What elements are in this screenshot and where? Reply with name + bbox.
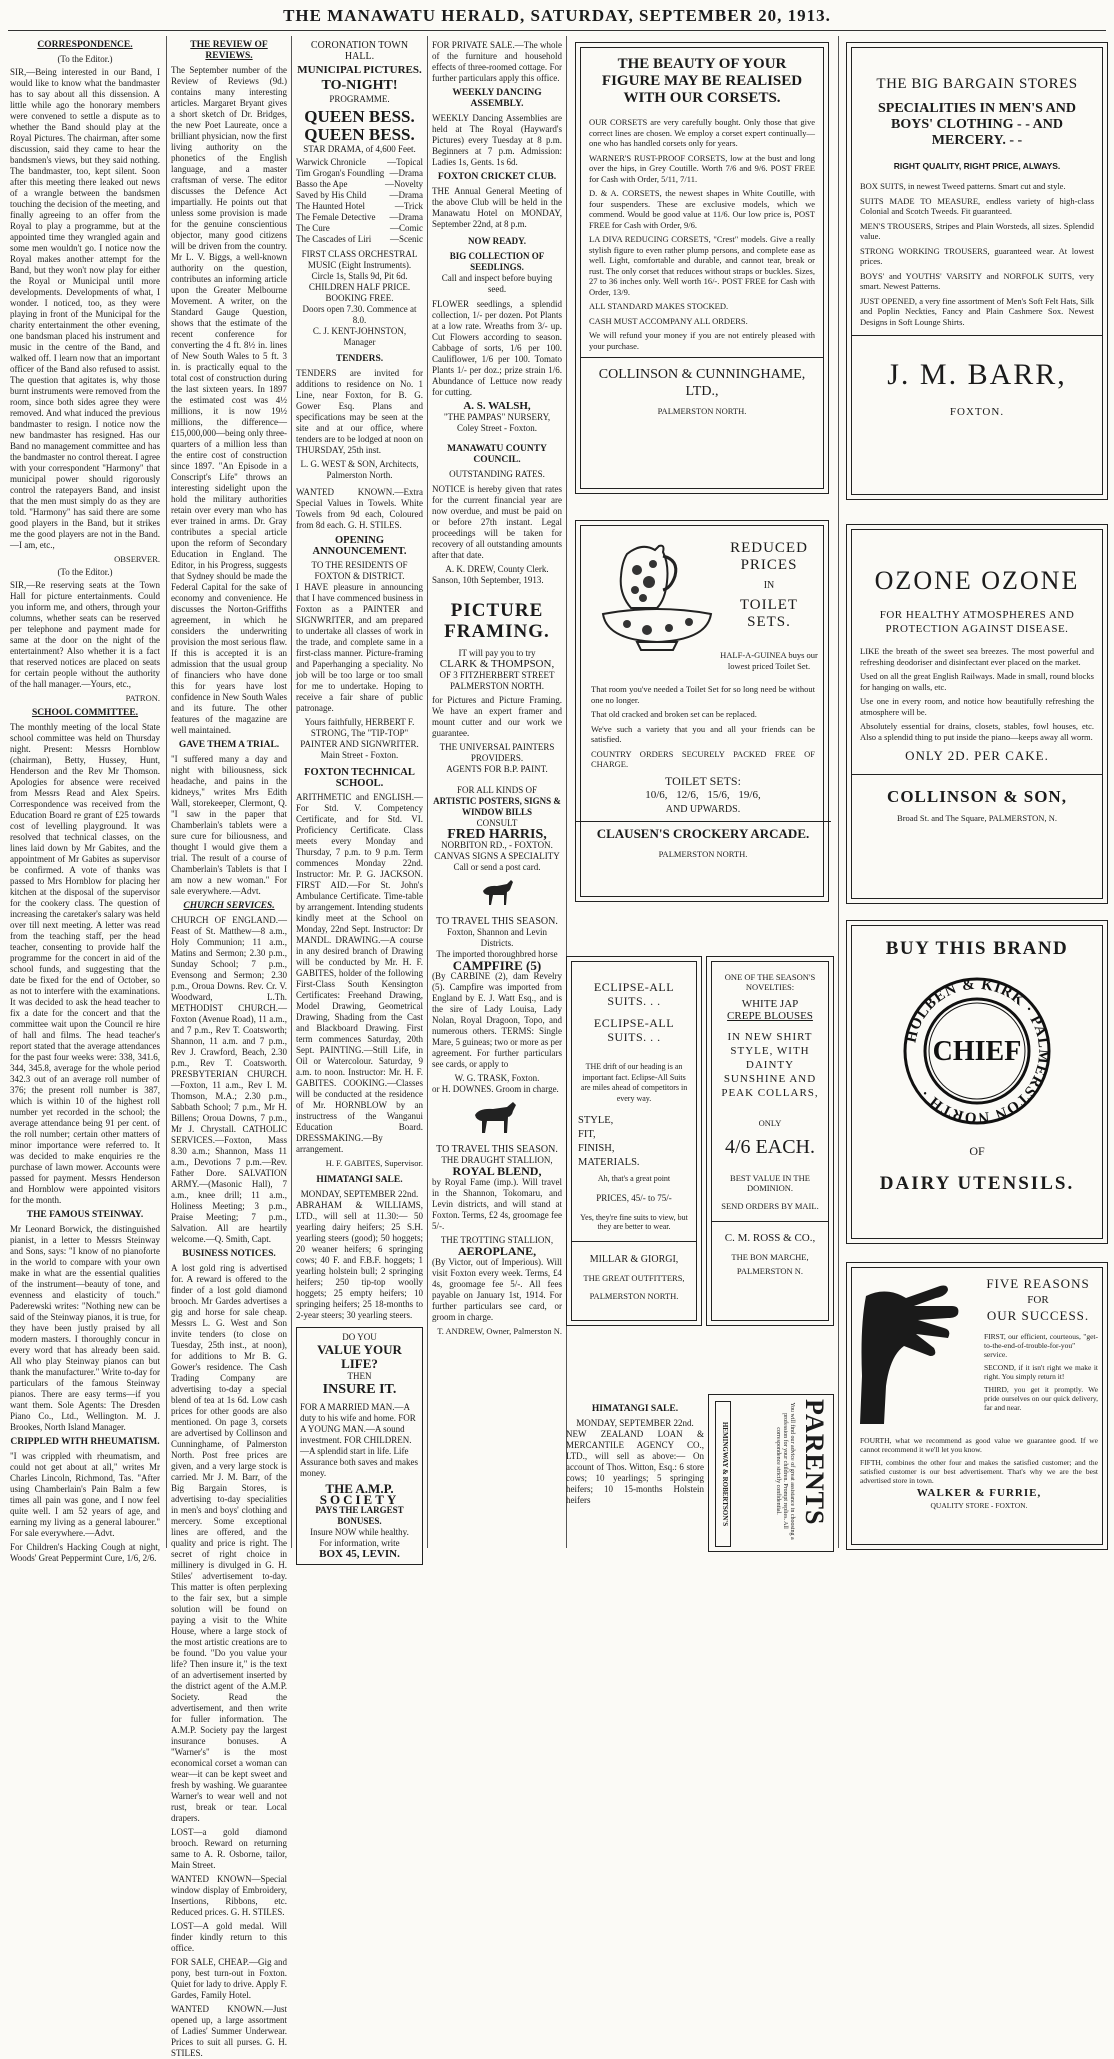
for-sale-gig-ad: FOR SALE, CHEAP.—Gig and pony, best turn-out in Foxton. Quiet for lady to drive. Apply F. Gardes, Family Hotel. (171, 1957, 287, 2000)
travel-districts: Foxton, Shannon and Levin Districts. (447, 927, 547, 948)
correspondence-heading: CORRESPONDENCE. (37, 40, 133, 50)
film-item: The Cure —Comic (296, 223, 423, 233)
eclipse-fit: FIT, (578, 1129, 596, 1140)
column-divider (291, 36, 292, 1548)
picture-framing-1: PICTURE (450, 600, 544, 621)
himatangi-date-2: MONDAY, SEPTEMBER 22nd. (576, 1418, 694, 1428)
trask-name: W. G. TRASK, Foxton. (454, 1073, 540, 1083)
himatangi-sale-2 (566, 1400, 704, 1550)
queen-bess-2: QUEEN BESS. (304, 125, 415, 144)
rates-heading: OUTSTANDING RATES. (449, 469, 545, 479)
toilet-prices: PRICES (740, 557, 798, 573)
column-divider (166, 36, 167, 1548)
call-inspect: Call and inspect before buying seed. (441, 273, 553, 294)
picture-framing-text: for Pictures and Picture Framing. We have an expert framer and mount cutter and our work we guarantee. (432, 695, 562, 738)
chief-of: OF (969, 1144, 985, 1158)
ozone-price: ONLY 2D. PER CAKE. (905, 748, 1049, 763)
rates-text: NOTICE is hereby given that rates for the current financial year are now overdue, and must be paid on or before 27th instant. Legal proceedings will be taken for recovery of all outstanding amounts after that date. (432, 484, 562, 560)
orchestral-music: FIRST CLASS ORCHESTRAL MUSIC (Eight Instruments). (301, 249, 418, 270)
corsets-firm: COLLINSON & CUNNINGHAME, LTD., (598, 367, 806, 399)
county-council-heading: MANAWATU COUNTY COUNCIL. (447, 444, 547, 465)
dairy-utensils: DAIRY UTENSILS. (879, 1173, 1075, 1194)
himatangi-text: ABRAHAM & WILLIAMS, LTD., will sell at 11.30:— 50 yearling dairy heifers; 25 S.H. yearling steers (good); 50 hoggets; 20 weaner heifers; 6 springing cows; 40 F. and F.B.F. hoggets; 1 yearling holstein bull; 2 springing heifers; 250 tip-top woolly hoggets; 25 empty heifers; 10 springing heifers; 25 18-months to 2-year steers; 30 yearling steers. (296, 1200, 423, 1320)
municipal-pictures: MUNICIPAL PICTURES. (297, 64, 422, 76)
sanson-date: Sanson, 10th September, 1913. (432, 575, 544, 585)
masthead-rule (8, 30, 1106, 31)
draught-stallion: THE DRAUGHT STALLION, (441, 1155, 553, 1165)
ozone-para: Absolutely essential for drains, closets, stables, fowl houses, etc. Also a splendid thing to put inside the piano—keeps away all worm. (860, 721, 1094, 742)
trial-text: "I suffered many a day and night with biliousness, sick headache, and pains in the kidneys," writes Mrs Edith Wall, storekeeper, Clermont, Q. "I saw in the paper that Chamberlain's tablets were a sure cure for biliousness, and thought I would give them a trial. The result of a course of Chamberlain's Tablets is that I am now a new woman." For sale everywhere.—Advt. (171, 754, 287, 896)
royal-blend-text: by Royal Fame (imp.). Will travel in the Shannon, Tokomaru, and Levin districts, and will stand at Foxton. Terms, £2 4s, groomage fee 5/-. (432, 1177, 562, 1231)
travel-imported: The imported thoroughbred horse (436, 949, 558, 959)
bon-marche: THE BON MARCHE, (731, 1252, 809, 1262)
column-1 (10, 36, 160, 1563)
collinson-son: COLLINSON & SON, (887, 787, 1067, 806)
steinway-heading: THE FAMOUS STEINWAY. (26, 1210, 144, 1220)
barr-right-quality: RIGHT QUALITY, RIGHT PRICE, ALWAYS. (893, 161, 1061, 171)
parents-tiny-text: You will find our advice of great assistance in choosing a profession for your children. Prompt replies. All correspondence strictly confidential. (775, 1402, 795, 1540)
barr-name: J. M. BARR, (887, 358, 1067, 391)
tenders-text: TENDERS are invited for additions to residence on No. 1 Line, near Foxton, for B. G. Gower Esq. Plans and specifications may be seen at the site and at our office, where tenders are to be lodged at noon on THURSDAY, 25th inst. (296, 368, 423, 455)
barr-item: MEN'S TROUSERS, Stripes and Plain Worsteds, all sizes. Splendid value. (860, 220, 1094, 241)
millar-giorgi: MILLAR & GIORGI, (589, 1254, 679, 1265)
parents-word-strip (799, 1399, 829, 1549)
toilet-body (591, 684, 815, 860)
amp-insure-now: Insure NOW while healthy. (310, 1527, 409, 1537)
blouses-price: 4/6 EACH. (725, 1136, 815, 1158)
toilet-para: That room you've needed a Toilet Set for so long need be without one no longer. (591, 684, 815, 705)
drew-signature: A. K. DREW, County Clerk. (445, 564, 549, 574)
five-reasons-lower (860, 1436, 1098, 1510)
blouses-town: PALMERSTON N. (736, 1266, 804, 1276)
barr-ad (846, 42, 1108, 500)
half-guinea: HALF-A-GUINEA buys our lowest priced Toilet Set. (720, 650, 818, 671)
five-title-1: FIVE REASONS (986, 1276, 1090, 1291)
opening-text: I HAVE pleasure in announcing that I have commenced business in Foxton as a PAINTER and SIGNWRITER, and am prepared to undertake all classes of work in the trade, and complete same in a first-class manner. Picture-framing and Paperhanging a speciality. No job will be too large or too small for me to undertake. Hoping to receive a fair share of public patronage. (296, 582, 423, 713)
seedlings-text: FLOWER seedlings, a splendid collection, 1/- per dozen. Pot Plants at a low rate. Wreaths from 3/- up. Cut Flowers according to season. Cabbage of sorts, 1/6 per 100. Cauliflower, 1/6 per 100. Tomato Plants 1/- per doz.; prize strain 1/6. Abundance of Lettuce now ready for cutting. (432, 299, 562, 397)
film-item: The Haunted Hotel —Trick (296, 201, 423, 211)
corsets-para: WARNER'S RUST-PROOF CORSETS, low at the bust and long over the hips, in Grey Coutille. Worth 7/6 and 9/6. POST FREE for Cash with Order, 5/11, 7/11. (589, 152, 815, 184)
rheumatism-text: "I was crippled with rheumatism, and could not get about at all," writes Mr Charles Lincoln, Richmond, Tas. "After using Chamberlain's Pain Balm a few times all pain was gone, and I now feel quite well. I am 52 years of age, and earning my living as a general labourer." For sale everywhere.—Advt. (10, 1451, 160, 1538)
tonight: TO-NIGHT! (321, 78, 398, 93)
cricket-heading: FOXTON CRICKET CLUB. (437, 172, 557, 182)
eclipse-materials: MATERIALS. (578, 1157, 640, 1168)
chief-ring-text: HOLBEN & KIRK · PALMERSTON NORTH · (903, 976, 1052, 1126)
trotting-stallion: THE TROTTING STALLION, (440, 1235, 554, 1245)
corsets-ad (575, 42, 829, 494)
film-item: The Cascades of Liri —Scenic (296, 234, 423, 244)
harris-for-all: FOR ALL KINDS OF (457, 785, 537, 795)
eclipse-heading-1: ECLIPSE-ALL SUITS. . . (593, 980, 675, 1008)
eclipse-yes: Yes, they're fine suits to view, but they are better to wear. (580, 1213, 688, 1231)
andrew-owner: T. ANDREW, Owner, Palmerston N. (437, 1326, 562, 1336)
ozone-para: Used on all the great English Railways. Made in small, round blocks for hanging on walls, etc. (860, 671, 1094, 692)
five-reasons-upper (984, 1332, 1098, 1416)
film-item: Warwick Chronicle —Topical (296, 157, 423, 167)
barr-item: JUST OPENED, a very fine assortment of Men's Soft Felt Hats, Silk and Poplin Neckties, Fancy and Plain Cashmere Sox. Newest Designs in Soft Lounge Shirts. (860, 295, 1094, 327)
chief-logo (902, 976, 1052, 1126)
universal-painters: THE UNIVERSAL PAINTERS PROVIDERS. (439, 742, 555, 763)
ozone-subtitle: FOR HEALTHY ATMOSPHERES AND PROTECTION AGAINST DISEASE. (879, 609, 1075, 635)
horse-illustration (432, 877, 562, 912)
cricket-text: THE Annual General Meeting of the above Club will be held in the Manawatu Hotel on MONDAY, September 22nd, at 8 p.m. (432, 186, 562, 229)
corsets-para: OUR CORSETS are very carefully bought. Only those that give correct lines are chosen. We employ a corset expert continually—one who has handled corsets only for years. (589, 117, 815, 148)
then: THEN (347, 1371, 372, 1381)
school-committee-text: The monthly meeting of the local State school committee was held on Thursday night. Present: Messrs Hornblow (chairman), Betty, Hussey, Hunt, Henderson and the Rev Mr Thomson. Apologies for absence were received from Messrs Read and Alex Speirs. Correspondence was received from the Education Board re grant of £25 towards cost of levelling playground. It was resolved that technical classes, on the lines laid down by Mr Gabites, and the appointment of Mr Gabites as supervisor be confirmed. A vote of thanks was passed to Mrs Hornblow for placing her kitchen at the disposal of the supervisor for the cookery class. The question of increasing the caretaker's salary was held over till next meeting. A letter was read from the teaching staff, per the head teacher, consenting to provide half the programme for the concert in aid of the school funds, and suggesting that the date be fixed for the end of October, so as not to interfere with the examinations. It was decided to ask the head teacher to fix a date for the concert and that the committee wait upon the Council re hire of hall and films. The head teacher's report stated that the average attendances for the past four weeks were: 338, 341.6, 344, 345.8, average for the whole period 342.3 out of an average roll number of 376; the present roll number is 387, which is within 10 of the highest roll number yet recorded in the school; the average attendance being 91 per cent. of the roll number; certain other matters of minor importance were referred to. It was decided to make enquiries re the purchase of lawn mower. Accounts were passed for payment. Messrs Henderson and Hornblow were appointed visitors for the month. (10, 722, 160, 1205)
reason-1: FIRST, our efficient, courteous, "get-to-the-end-of-trouble-for-you" service. (984, 1332, 1098, 1359)
fred-harris: FRED HARRIS, (447, 827, 547, 842)
downes-name: or H. DOWNES. Groom in charge. (432, 1084, 559, 1094)
technical-school-text: ARITHMETIC and ENGLISH.—For Std. V. Competency Certificate, and for Std. VI. Proficiency Certificate. Class meets every Monday and Thursday, 7 p.m. to 9 p.m. Term commences Monday 22nd. Instructor: Mr. P. G. JACKSON. FIRST AID.—For St. John's Ambulance Certificate. Time-table by arrangement. Intending students kindly meet at the School on Monday, 22nd Sept. Instructor: Dr MANDL. DRAWING.—A course in any desired branch of Drawing will be conducted by Mr. H. F. GABITES, holder of the following First-Class South Kensington Certificates: Freehand Drawing, Model Drawing, Geometrical Drawing, Shading from the Cast and Blackboard Drawing. First term commences Saturday, 20th Sept. PAINTING.—Still Life, in Oil or Watercolour. Saturday, 9 a.m. to noon. Instructor: Mr. H. F. GABITES. COOKING.—Classes will be conducted at the residence of Mr. HORNBLOW by an instructress of the Wanganui Education Board. DRESSMAKING.—By arrangement. (296, 792, 423, 1154)
tenders-signature: L. G. WEST & SON, Architects, Palmerston North. (300, 459, 419, 480)
eclipse-town: PALMERSTON NORTH. (589, 1291, 679, 1301)
reason-2: SECOND, if it isn't right we make it right. You simply return it! (984, 1363, 1098, 1381)
himatangi-text-2: NEW ZEALAND LOAN & MERCANTILE AGENCY CO., LTD., will sell as above:— On account of Thos. Witton, Esq.: 6 store cows; 10 yearlings; 5 springing heifers; 10 15-months Holstein heifers (566, 1429, 704, 1505)
clausens-town: PALMERSTON NORTH. (658, 849, 748, 859)
campfire-name: CAMPFIRE (5) (452, 958, 542, 973)
canvas-signs: CANVAS SIGNS A SPECIALITY (434, 851, 560, 861)
reason-3: THIRD, you get it promptly. We pride ourselves on our quick delivery, far and near. (984, 1385, 1098, 1412)
doors-open: Doors open 7.30. Commence at 8.0. (302, 304, 417, 325)
corsets-para: LA DIVA REDUCING CORSETS, "Crest" models. Give a really stylish figure to even rather plump persons, and complete ease as well. Light, comfortable and durable, and cannot tear, break or rust. The only corset that reduces without straps or buckles. Sizes, 27 to 36 inches only. Well worth 16/-. POST FREE for Cash with Order, 13/9. (589, 234, 815, 297)
barr-item: SUITS MADE TO MEASURE, endless variety of high-class Colonial and Scotch Tweeds. Fit guaranteed. (860, 195, 1094, 216)
collinson-address: Broad St. and The Square, PALMERSTON, N. (897, 813, 1057, 823)
picture-framing-2: FRAMING. (444, 621, 550, 642)
five-title-2: FOR (1027, 1294, 1049, 1306)
barr-item: BOYS' and YOUTHS' VARSITY and NORFOLK SUITS, very smart. Newest Patterns. (860, 270, 1094, 291)
toilet-reduced: REDUCED (730, 540, 808, 556)
lost-medal-ad: LOST—A gold medal. Will finder kindly return to this office. (171, 1921, 287, 1953)
coley-street: Coley Street - Foxton. (457, 423, 537, 433)
draught-horse-illustration (432, 1099, 562, 1140)
walsh-name: A. S. WALSH, (463, 400, 531, 412)
ozone-para: LIKE the breath of the sweet sea breezes. The most powerful and refreshing deodoriser and disinfectant ever placed on the market. (860, 646, 1094, 667)
manager-name: C. J. KENT-JOHNSTON, Manager (312, 326, 407, 347)
royal-blend: ROYAL BLEND, (452, 1164, 542, 1178)
programme-label: PROGRAMME. (329, 94, 390, 104)
barr-town: FOXTON. (949, 406, 1005, 418)
business-text: A lost gold ring is advertised for. A reward is offered to the finder of a lost gold diamond brooch. Mr Gardes advertises a gig and horse for sale cheap. Messrs L. G. West and Son invite tenders (to close on Tuesday, 25th inst., at noon), for additions to Mr B. G. Gower's residence. The Cash Trading Company are advertising to-day a special blend of tea at 1s 6d. Low cash prices for other goods are also mentioned. On page 3, corsets are advertised by Collinson and Cunninghame, of Palmerston North. Post free prices are given, and a very large stock is carried. Mr J. M. Barr, of the Big Bargain Stores, is advertising to-day specialities in men's and boys' clothing and mercery. Some exceptional lines are offered, and the quality and price is right. The secret of right choice in millinery is divulged in G. H. Stiles' advertisement to-day. This matter is often perplexing to the fair sex, but a simple solution will be found on paying a visit to the White House, where a large stock of the most artistic creations are to be found. "Do you value your life? Then insure it," is the text of an advertisement inserted by the district agent of the A.M.P. Society. Read the advertisement, and then write for fuller information. The A.M.P. Society pay the largest insurance bonuses. A "Warner's" is the most economical corset a woman can wear—it can be kept sweet and fresh by washing. We guarantee Warner's to wear well and not rust, break or tear. Local drapers. (171, 1263, 287, 1823)
toilet-toilet: TOILET (739, 597, 799, 613)
column-divider (838, 36, 839, 1548)
reason-5: FIFTH, combines the other four and makes the satisfied customer; and the satisfied customer is our best advertisement. That's why we are the best advertised store in town. (860, 1458, 1098, 1485)
amp-bonuses: PAYS THE LARGEST BONUSES. (315, 1505, 404, 1526)
blouses-ad (706, 956, 834, 1326)
to-editor-label: (To the Editor.) (57, 54, 113, 64)
clark-thompson: CLARK & THOMPSON, (439, 658, 555, 670)
church-heading: CHURCH SERVICES. (183, 901, 275, 911)
eclipse-features (578, 1114, 690, 1170)
cough-cure-text: For Children's Hacking Cough at night, Woods' Great Peppermint Cure, 1/6, 2/6. (10, 1542, 160, 1563)
ozone-body (860, 646, 1094, 742)
do-you: DO YOU (342, 1332, 377, 1342)
harris-call: Call or send a post card. (453, 862, 541, 872)
barr-title: THE BIG BARGAIN STORES (876, 76, 1078, 92)
chief-ad (846, 920, 1108, 1244)
column-4 (432, 36, 562, 1548)
corsets-body (589, 117, 815, 351)
value-reasons: FOR A MARRIED MAN.—A duty to his wife and home. FOR A YOUNG MAN.—A sound investment. FOR CHILDREN.—A splendid start in life. Life Assurance both saves and makes money. (300, 1402, 418, 1478)
masthead: THE MANAWATU HERALD, SATURDAY, SEPTEMBER 20, 1913. (283, 6, 831, 25)
barr-item: STRONG WORKING TROUSERS, guaranteed wear. At lowest prices. (860, 245, 1094, 266)
travel-heading-1: TO TRAVEL THIS SEASON. (436, 916, 558, 927)
toilet-set-prices: 10/6, 12/6, 15/6, 19/6, (645, 789, 761, 801)
lost-brooch-ad: LOST—a gold diamond brooch. Reward on returning same to A. R. Osborne, tailor, Main Street. (171, 1827, 287, 1870)
value-your-life: VALUE YOUR LIFE? (317, 1342, 402, 1371)
blouses-mail: SEND ORDERS BY MAIL. (721, 1201, 819, 1211)
barr-list (860, 181, 1094, 327)
blouses-desc: IN NEW SHIRT STYLE, WITH DAINTY SUNSHINE AND PEAK COLLARS, (721, 1031, 819, 1099)
eclipse-style: STYLE, (578, 1115, 614, 1126)
opening-to-residents: TO THE RESIDENTS OF FOXTON & DISTRICT. (311, 560, 408, 581)
technical-school-heading: FOXTON TECHNICAL SCHOOL. (304, 767, 415, 789)
corsets-para: We will refund your money if you are not entirely pleased with your purchase. (589, 330, 815, 351)
amp-society-2: SOCIETY (319, 1492, 400, 1507)
towels-ad: WANTED KNOWN.—Extra Special Values in Towels. White Towels from 9d each, Coloured from 8d each. G. H. STILES. (296, 487, 423, 530)
pay-to-try: IT will pay you to try (458, 648, 536, 658)
church-text: CHURCH OF ENGLAND.—Feast of St. Matthew—8 a.m., Holy Communion; 11 a.m., Matins and Sermon; 2.30 p.m., Sunday School; 7 p.m., Evensong and Sermon; 2.30 p.m., Oroua Downs. Rev. Cr. V. Woodward, L.Th. METHODIST CHURCH.—Foxton (Avenue Road), 11 a.m., and 7 p.m., Rev T. Coatsworth; Shannon, 11 a.m. and 7 p.m., Rev J. Crawford, Beach, 2.30 p.m., Rev T. Coatsworth. PRESBYTERIAN CHURCH.—Foxton, 11 a.m., Rev I. M. Thomson, M.A.; 2.30 p.m., Sabbath School; 7 p.m., Mr H. Billens; Oroua Downs, 7 p.m., Mr J. Chrystall. CATHOLIC SERVICES.—Foxton, Mass 8.30 a.m.; Shannon, Mass 11 a.m., Devotions 7 p.m.—Rev. Father Dore. SALVATION ARMY.—(Masonic Hall), 7 a.m., knee drill; 11 a.m., Holiness Meeting; 3 p.m., Praise Meeting; 7 p.m., Salvation. All are heartily welcome.—Q. Smith, Capt. (171, 915, 287, 1244)
letter-patron: SIR,—Re reserving seats at the Town Hall for picture entertainments. Could you inform me, and others, through your columns, whether seats can be reserved per telephone and payment made for same at the door on the night of the entertainment? Also whether it is a fact that reserved notices are placed on seats for certain people without the authority of the hall manager.—Yours, etc., (10, 580, 160, 689)
toilet-para: We've such a variety that you and all your friends can be satisfied. (591, 723, 815, 744)
aeroplane-text: (By Victor, out of Imperious). Will visit Foxton every week. Terms, £4 4s, groomage fee 5/-. All fees payable on January 1st, 1914. For further particulars see card, or groom in charge. (432, 1257, 562, 1322)
bp-paint: AGENTS FOR B.P. PAINT. (446, 764, 548, 774)
corsets-para: D. & A. CORSETS, the newest shapes in White Coutille, with four suspenders. These are exclusive models, which we commend. Would be good value at 11/6. Our low price is, POST FREE for Cash with Order, 9/6. (589, 188, 815, 230)
barr-specialities: SPECIALITIES IN MEN'S AND BOYS' CLOTHING - - AND MERCERY. - - (878, 101, 1076, 148)
queen-bess-1: QUEEN BESS. (304, 107, 415, 126)
wanted-window-ad: WANTED KNOWN—Special window display of Embroidery, Insertions, Ribbons, etc. Reduced prices. G. H. STILES. (171, 1874, 287, 1917)
review-heading: THE REVIEW OF REVIEWS. (190, 40, 268, 61)
harris-posters: ARTISTIC POSTERS, SIGNS & WINDOW BILLS (433, 796, 561, 817)
now-ready: NOW READY. (467, 236, 526, 246)
film-item: Saved by His Child —Drama (296, 190, 423, 200)
review-text: The September number of the Review of Reviews (9d.) contains many interesting articles. Margaret Bryant gives a short sketch of Dr. Bridges, the new Poet Laureate, once a brilliant physician, now the first living authority on the phonetics of the English language, and a master craftsman of verse. The editor discusses the Defence Act impartially. He points out that unless some provision is made for the genuine conscientious objector, many good citizens will be driven from the country. Mr L. V. Biggs, a well-known authority on the question, contributes an informing article upon the Greater Melbourne Movement. A writer, on the Standard Gauge Question, shows that the estimate of the recent conference for converting the 4 ft. 8½ in. lines of New South Wales to 5 ft. 3 in. is practically equal to the total cost of construction during the last sixteen years. In 1897 the estimated cost was 4½ millions, it is now 19½ millions, the difference—£15,000,000—being only three-quarters of a million less than the entire cost of construction since 1897. "An Episode in a Conscript's Life" throws an interesting sidelight upon the hold the military authorities retain over every man who has ever trained in arms. Dr. Gray contributes a special article upon the reform of Secondary Education in England. The Editor, in his Progress, suggests that Sydney should be made the Federal Capital for the sake of economy and convenience. He discusses the Norton-Griffiths agreement, in which he considers the underwriting provision the most serious flaw. If this is accepted it is an admission that the usual group of financiers who have done this for years have lost confidence in New South Wales and its future. The other features of the magazine are well maintained. (171, 65, 287, 735)
blouses-best-value: BEST VALUE IN THE DOMINION. (730, 1173, 810, 1193)
himatangi-heading: HIMATANGI SALE. (316, 1175, 403, 1185)
eclipse-heading-2: ECLIPSE-ALL SUITS. . . (593, 1016, 675, 1044)
corsets-town: PALMERSTON NORTH. (657, 406, 747, 416)
five-reasons-ad (846, 1262, 1108, 1550)
eclipse-finish: FINISH, (578, 1143, 615, 1154)
toilet-para: That old cracked and broken set can be replaced. (591, 709, 757, 719)
harris-consult: CONSULT (476, 818, 518, 828)
toilet-upwards: AND UPWARDS. (665, 803, 741, 815)
aeroplane-name: AEROPLANE, (457, 1244, 537, 1258)
rheumatism-heading: CRIPPLED WITH RHEUMATISM. (10, 1437, 160, 1447)
parents-side-text: HEMINGWAY & ROBERTSON'S (721, 1421, 729, 1527)
wanted-underwear-ad: WANTED KNOWN.—Just opened up, a large assortment of Ladies' Summer Underwear. Prices to suit all purses. G. H. STILES. (171, 2004, 287, 2058)
chief-brand-name: CHIEF (932, 1036, 1022, 1067)
fitzherbert-street: OF 3 FITZHERBERT STREET (439, 670, 555, 680)
dancing-heading: WEEKLY DANCING ASSEMBLY. (452, 88, 542, 109)
column-divider (427, 36, 428, 1548)
column-2 (171, 36, 287, 2058)
tenders-heading: TENDERS. (335, 354, 384, 364)
opening-signature: Yours faithfully, HERBERT F. STRONG, The "TIP-TOP" PAINTER AND SIGNWRITER. Main Street - Foxton. (300, 717, 419, 760)
great-outfitters: THE GREAT OUTFITTERS, (583, 1273, 685, 1283)
blouses-crepe: CREPE BLOUSES (727, 1010, 813, 1022)
amp-box: BOX 45, LEVIN. (319, 1548, 400, 1560)
opening-heading: OPENING ANNOUNCEMENT. (312, 535, 407, 557)
parents-word: PARENTS (800, 1399, 829, 1526)
film-item: The Female Detective —Drama (296, 212, 423, 222)
column-3 (296, 36, 423, 1560)
value-your-life-ad (296, 1327, 423, 1565)
signature-patron: PATRON. (125, 693, 160, 703)
admission-prices: Circle 1s, Stalls 9d, Pit 6d. CHILDREN HALF PRICE. BOOKING FREE. (308, 271, 411, 303)
reason-4: FOURTH, what we recommend as good value we guarantee good. If we cannot recommend it we'll let you know. (860, 1436, 1098, 1454)
corsets-para: CASH MUST ACCOMPANY ALL ORDERS. (589, 315, 748, 326)
corsets-para: ALL STANDARD MAKES STOCKED. (589, 301, 729, 311)
toilet-para: COUNTRY ORDERS SECURELY PACKED FREE OF CHARGE. (591, 748, 815, 769)
travel-heading-2: TO TRAVEL THIS SEASON. (436, 1144, 558, 1155)
pampas-nursery: "THE PAMPAS" NURSERY, (443, 412, 551, 422)
toilet-sets: SETS. (747, 614, 791, 630)
eclipse-ad (566, 956, 702, 1326)
eclipse-great-point: Ah, that's a great point (597, 1174, 671, 1183)
jug-illustration (597, 534, 717, 659)
signature-observer: OBSERVER. (114, 554, 160, 564)
amp-society-1: THE A.M.P. (325, 1481, 394, 1496)
school-committee-heading: SCHOOL COMMITTEE. (31, 708, 139, 718)
ozone-para: Use one in every room, and notice how beautifully refreshing the atmosphere will be. (860, 696, 1094, 717)
business-heading: BUSINESS NOTICES. (182, 1249, 276, 1259)
walker-furrie: WALKER & FURRIE, (916, 1487, 1042, 1499)
blouses-novelties: ONE OF THE SEASON'S NOVELTIES: (724, 972, 816, 992)
blouses-white-jap: WHITE JAP (741, 998, 799, 1010)
film-item: Tim Grogan's Foundling —Drama (296, 168, 423, 178)
toilet-in: IN (763, 580, 775, 591)
to-editor-label: (To the Editor.) (57, 567, 113, 577)
buy-this-brand: BUY THIS BRAND (885, 938, 1069, 959)
barr-item: BOX SUITS, in newest Tweed patterns. Smart cut and style. (860, 181, 1066, 191)
ozone-ad (846, 524, 1108, 904)
technical-school-signature: H. F. GABITES, Supervisor. (325, 1158, 423, 1168)
ross-firm: C. M. ROSS & CO., (724, 1232, 816, 1244)
norbiton-rd: NORBITON RD., - FOXTON. (441, 840, 553, 850)
pointing-hand-illustration (856, 1276, 976, 1431)
dancing-text: WEEKLY Dancing Assemblies are held at The Royal (Hayward's Pictures) every Tuesday at 8 p.m. Beginners at 7 p.m. Admission: Ladies 1s, Gents. 1s 6d. (432, 113, 562, 167)
private-sale-ad: FOR PRIVATE SALE.—The whole of the furniture and household effects of three-roomed cottage. For further particulars apply this office. (432, 40, 562, 83)
star-drama: STAR DRAMA, of 4,600 Feet. (303, 144, 416, 154)
eclipse-prices: PRICES, 45/- to 75/- (596, 1193, 672, 1203)
toilet-sets-label: TOILET SETS: (665, 773, 741, 788)
toilet-sets-ad (575, 520, 829, 902)
coronation-hall: CORONATION TOWN HALL. (310, 40, 409, 62)
film-list (296, 157, 423, 245)
ozone-title: OZONE OZONE (874, 566, 1080, 595)
picture-palmerston: PALMERSTON NORTH. (450, 681, 544, 691)
eclipse-text: THE drift of our heading is an important fact. Eclipse-All Suits are miles ahead of competitors in every way. (580, 1062, 688, 1103)
parents-side-strip (715, 1401, 731, 1547)
campfire-text: (By CARBINE (2), dam Revelry (5). Campfire was imported from England by E. J. Watt Esq., and is the sire of Lady Louisa, Lady Nolan, Royal Dragoon, Topo, and numerous others. TERMS: Single Mare, 5 guineas; two or more as per agreement. For further particulars see cards, or apply to (432, 971, 562, 1069)
five-title-3: OUR SUCCESS. (986, 1308, 1090, 1323)
trial-heading: GAVE THEM A TRIAL. (178, 740, 280, 750)
quality-store: QUALITY STORE - FOXTON. (930, 1501, 1028, 1510)
himatangi-date: MONDAY, SEPTEMBER 22nd. (300, 1189, 419, 1199)
insure-it: INSURE IT. (322, 1382, 397, 1397)
film-item: Basso the Ape —Novelty (296, 179, 423, 189)
reduced-prices-block (721, 540, 817, 631)
amp-write: For information, write (319, 1538, 400, 1548)
himatangi-heading-2: HIMATANGI SALE. (591, 1404, 679, 1414)
blouses-only: ONLY (758, 1118, 782, 1128)
steinway-text: Mr Leonard Borwick, the distinguished pianist, in a letter to Messrs Steinway and Sons, says: "I know of no pianoforte in the world to compare with your own make in what are the essential qualities of the instrument—beauty of tone, and evenness and elasticity of touch." Paderewski writes: "Nothing new can be said of the Steinway pianos, it is true, for they have been justly praised by all modern masters. I thoroughly concur in every word that has already been said. All who play Steinway pianos can but thank the manufacturer." Write to-day for particulars of the famous Steinway pianos. There are easy terms—if you want them. Sole Agents: The Dresden Piano Co., Ltd., Wellington. M. J. Brookes, North Island Manager. (10, 1224, 160, 1432)
parents-ad (708, 1394, 834, 1552)
five-reasons-title (976, 1276, 1100, 1324)
corsets-title: THE BEAUTY OF YOUR FIGURE MAY BE REALISED WITH OUR CORSETS. (601, 56, 803, 106)
letter-observer: SIR,—Being interested in our Band, I would like to know what the bandmaster has to say about all this dissension. A little while ago the honorary members were convened to settle a dispute as to whether the Band should play at the Royal Pictures. The chairman, after some discussion, said they came to hear the bandsmen's views, but they said nothing. The bandmaster, too, kept silent. Soon after this meeting there leaked out news of a wrangle between the bandsmen touching the decision of the meeting, and finally agreeing to an offer from the Royal to play a programme, but at the appointed time they wrangled again and some men wouldn't go. I notice now the Royal makes another attempt for the Band, but they won't now play for either the Royal or Municipal until more developments. Developments of what, I wonder. I noticed, too, as they were playing in front of the Municipal for the charity entertainment the other evening, one bandsman placed his instrument and music in the centre of the Band, and walked off. I learn now that an important officer of the Band also refused to assist. The question that agitates is, why those burnt instruments were removed from the room, since both sides agree they were removed. And what induced the previous bandmaster to resign. I notice now the new bandmaster has resigned. Has our Band no management committee and has the bandmaster no control thereat. I agree with your correspondent "Harmony" that municipal power should rigorously control the ratepayers Band, and insist that the men must simply do as they are told. "Harmony" has said there are some good players in the Band, but it strikes me the good players are not in the Band.—I am, etc., (10, 67, 160, 550)
clausens-arcade: CLAUSEN'S CROCKERY ARCADE. (596, 826, 810, 841)
seedlings-heading: BIG COLLECTION OF SEEDLINGS. (449, 251, 545, 272)
